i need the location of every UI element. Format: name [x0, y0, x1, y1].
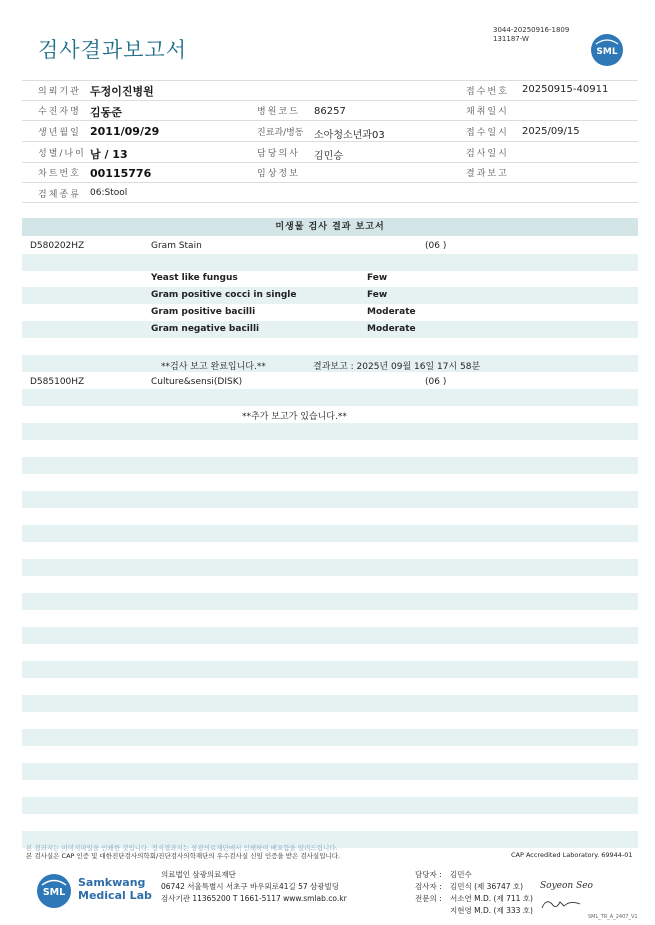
org-name: 의료법인 삼광의료재단 [161, 870, 236, 879]
value-hospital-code: 86257 [314, 106, 346, 117]
staff-name-2: 김민식 (제 36747 호) [450, 882, 524, 891]
result-organism-4: Gram negative bacilli [151, 324, 260, 334]
test2-name: Culture&sensi(DISK) [151, 377, 243, 387]
result-amount-1: Few [367, 273, 388, 283]
sml-logo-icon [590, 33, 624, 67]
report-complete-note: **검사 보고 완료입니다.** [161, 362, 266, 372]
label-chart-no: 차트번호 [38, 169, 81, 179]
label-receipt-no: 접수번호 [466, 87, 509, 97]
test1-code: D580202HZ [30, 241, 85, 251]
wordmark-line1: Samkwang [78, 876, 146, 889]
label-sex-age: 성별/나이 [38, 149, 86, 159]
test2-code: D585100HZ [30, 377, 85, 387]
staff-roles [415, 869, 442, 905]
label-requesting-org: 의뢰기관 [38, 87, 81, 97]
result-organism-1: Yeast like fungus [151, 273, 238, 283]
result-amount-2: Few [367, 290, 388, 300]
result-organism-3: Gram positive bacilli [151, 307, 256, 317]
samkwang-logo-icon [36, 873, 72, 909]
form-code: SML_TR_A_2407_V1 [588, 914, 638, 920]
wordmark-line2: Medical Lab [78, 889, 152, 902]
label-test-date: 검사일시 [466, 149, 509, 159]
result-amount-3: Moderate [367, 307, 416, 317]
label-department: 진료과/병동 [257, 128, 304, 138]
label-patient-name: 수진자명 [38, 107, 81, 117]
label-physician: 담당의사 [257, 149, 300, 159]
test1-specimen: (06 ) [425, 241, 447, 251]
document-id-line2: 131187-W [493, 35, 529, 43]
sml-logo-text: SML [596, 47, 618, 57]
result-report-time: 결과보고 : 2025년 09월 16일 17시 58분 [313, 362, 481, 372]
value-receipt-no: 20250915-40911 [522, 84, 609, 95]
staff-name-3: 서소연 M.D. (제 711 호) [450, 894, 533, 903]
cap-accreditation: CAP Accredited Laboratory. 69944-01 [511, 851, 633, 859]
value-patient-name: 김동준 [90, 106, 122, 119]
value-birth-date: 2011/09/29 [90, 125, 160, 138]
label-specimen-type: 검체종류 [38, 190, 81, 200]
samkwang-logo-text: SML [42, 887, 66, 898]
samkwang-wordmark [78, 876, 152, 902]
label-report-date: 결과보고 [466, 169, 509, 179]
staff-role-1: 담당자 : [415, 870, 442, 879]
signature-soyeon: Soyeon Seo [540, 881, 593, 891]
report-banner: 미생물 검사 결과 보고서 [22, 218, 638, 236]
document-id-line1: 3044-20250916-1809 [493, 26, 570, 34]
value-receipt-date: 2025/09/15 [522, 126, 580, 137]
signature-scribble-icon [540, 896, 582, 912]
result-organism-2: Gram positive cocci in single [151, 290, 297, 300]
org-address: 06742 서울특별시 서초구 바우뫼로41길 57 삼광빌딩 [161, 882, 340, 891]
test1-name: Gram Stain [151, 241, 202, 251]
notice-image-print: 본 결과지는 이미지파일을 인쇄한 것입니다. 정식결과지는 삼광의료재단에서 인쇄하여 배포함을 알려드립니다. [26, 844, 338, 852]
document-id [493, 26, 569, 44]
label-collection-date: 채취일시 [466, 107, 509, 117]
org-info [161, 869, 347, 905]
page-title: 검사결과보고서 [38, 38, 188, 62]
label-birth-date: 생년월일 [38, 128, 81, 138]
value-chart-no: 00115776 [90, 167, 152, 180]
additional-report-note: **추가 보고가 있습니다.** [242, 412, 347, 422]
staff-names [450, 869, 533, 917]
value-physician: 김민승 [314, 151, 343, 162]
notice-cap-certification: 본 검사실은 CAP 인증 및 대한진단검사의학회/진단검사의학재단의 우수검사실 신임 인증을 받은 검사실입니다. [26, 852, 341, 860]
staff-name-4: 지현영 M.D. (제 333 호) [450, 906, 533, 915]
result-amount-4: Moderate [367, 324, 416, 334]
value-specimen-type: 06:Stool [90, 188, 128, 198]
value-department: 소아청소년과03 [314, 130, 385, 141]
org-code: 검사기관 11365200 T 1661-5117 www.smlab.co.kr [161, 894, 347, 903]
label-hospital-code: 병원코드 [257, 107, 300, 117]
test2-specimen: (06 ) [425, 377, 447, 387]
value-sex-age: 남 / 13 [90, 148, 128, 161]
staff-role-3: 전문의 : [415, 894, 442, 903]
label-clinical-info: 임상정보 [257, 169, 300, 179]
staff-role-2: 검사자 : [415, 882, 442, 891]
value-requesting-org: 두정이진병원 [90, 85, 154, 98]
label-receipt-date: 접수일시 [466, 128, 509, 138]
staff-name-1: 김민수 [450, 870, 472, 879]
